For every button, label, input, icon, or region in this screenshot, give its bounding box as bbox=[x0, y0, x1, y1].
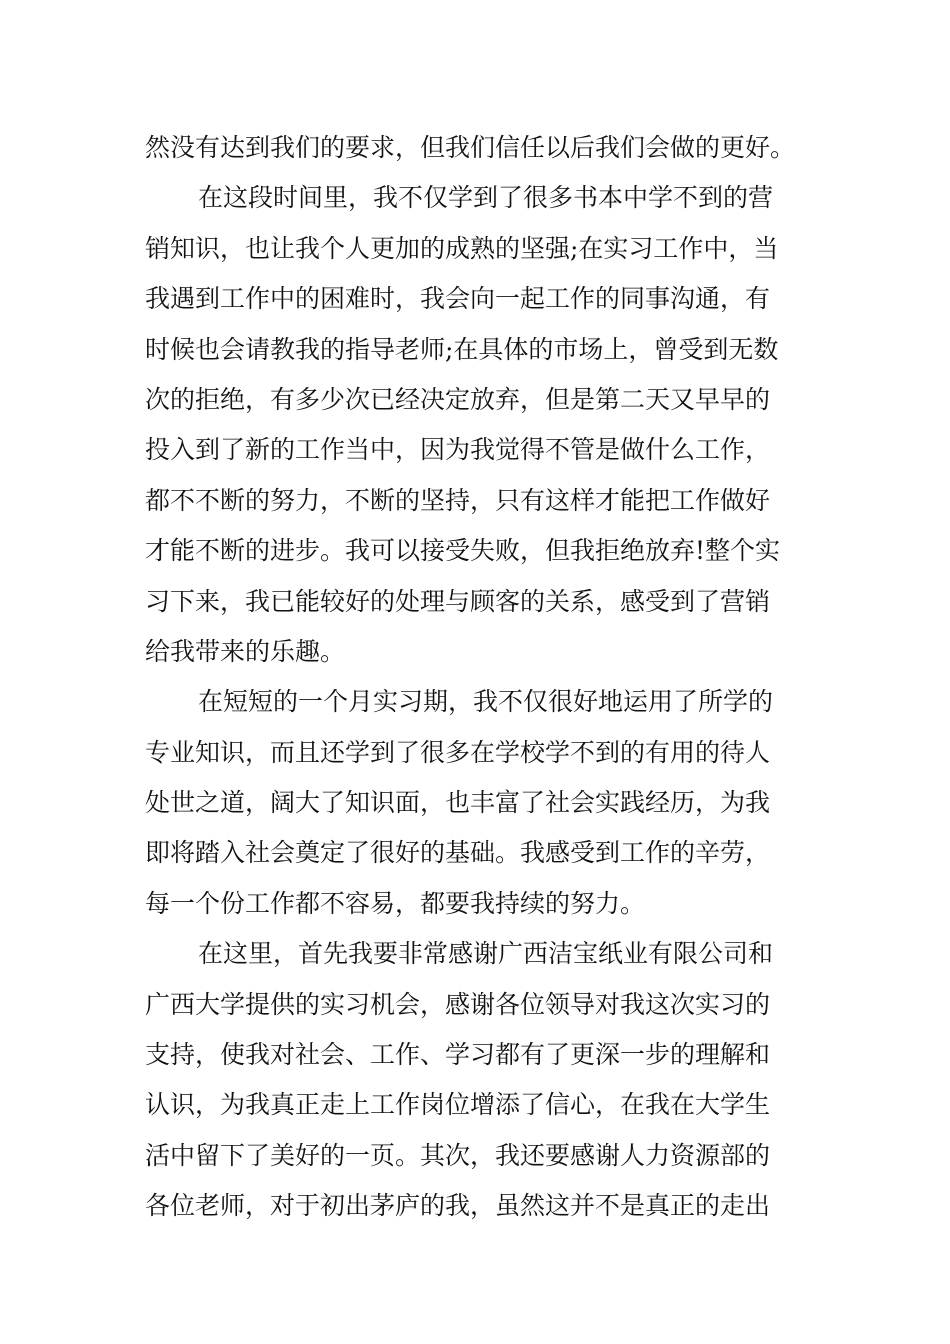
text-line: 广西大学提供的实习机会，感谢各位领导对我这次实习的 bbox=[145, 989, 771, 1019]
text-line: 投入到了新的工作当中，因为我觉得不管是做什么工作， bbox=[145, 435, 771, 465]
text-line: 处世之道，阔大了知识面，也丰富了社会实践经历，为我 bbox=[145, 788, 771, 818]
paragraph-start-line: 在短短的一个月实习期，我不仅很好地运用了所学的 bbox=[198, 687, 774, 717]
text-line: 然没有达到我们的要求，但我们信任以后我们会做的更好。 bbox=[145, 133, 796, 162]
text-line: 时候也会请教我的指导老师;在具体的市场上，曾受到无数 bbox=[145, 334, 779, 364]
text-line: 专业知识，而且还学到了很多在学校学不到的有用的待人 bbox=[145, 737, 771, 767]
body-text bbox=[145, 123, 810, 1232]
text-line: 各位老师，对于初出茅庐的我，虽然这并不是真正的走出 bbox=[145, 1191, 771, 1221]
text-line: 活中留下了美好的一页。其次，我还要感谢人力资源部的 bbox=[145, 1140, 771, 1170]
text-line: 每一个份工作都不容易，都要我持续的努力。 bbox=[145, 888, 646, 918]
paragraph-start-line: 在这段时间里，我不仅学到了很多书本中学不到的营 bbox=[198, 183, 774, 213]
text-line: 认识，为我真正走上工作岗位增添了信心，在我在大学生 bbox=[145, 1090, 771, 1120]
text-line: 次的拒绝，有多少次已经决定放弃，但是第二天又早早的 bbox=[145, 384, 771, 414]
text-line: 给我带来的乐趣。 bbox=[145, 636, 346, 666]
paragraph-start-line: 在这里，首先我要非常感谢广西洁宝纸业有限公司和 bbox=[198, 939, 774, 969]
text-line: 支持，使我对社会、工作、学习都有了更深一步的理解和 bbox=[145, 1040, 771, 1070]
text-line: 习下来，我已能较好的处理与顾客的关系，感受到了营销 bbox=[145, 586, 771, 616]
text-line: 都不不断的努力，不断的坚持，只有这样才能把工作做好 bbox=[145, 485, 771, 515]
text-line: 我遇到工作中的困难时，我会向一起工作的同事沟通，有 bbox=[145, 284, 771, 314]
text-line: 销知识，也让我个人更加的成熟的坚强;在实习工作中，当 bbox=[145, 233, 779, 263]
text-line: 即将踏入社会奠定了很好的基础。我感受到工作的辛劳， bbox=[145, 838, 771, 868]
text-line: 才能不断的进步。我可以接受失败，但我拒绝放弃!整个实 bbox=[145, 536, 781, 566]
